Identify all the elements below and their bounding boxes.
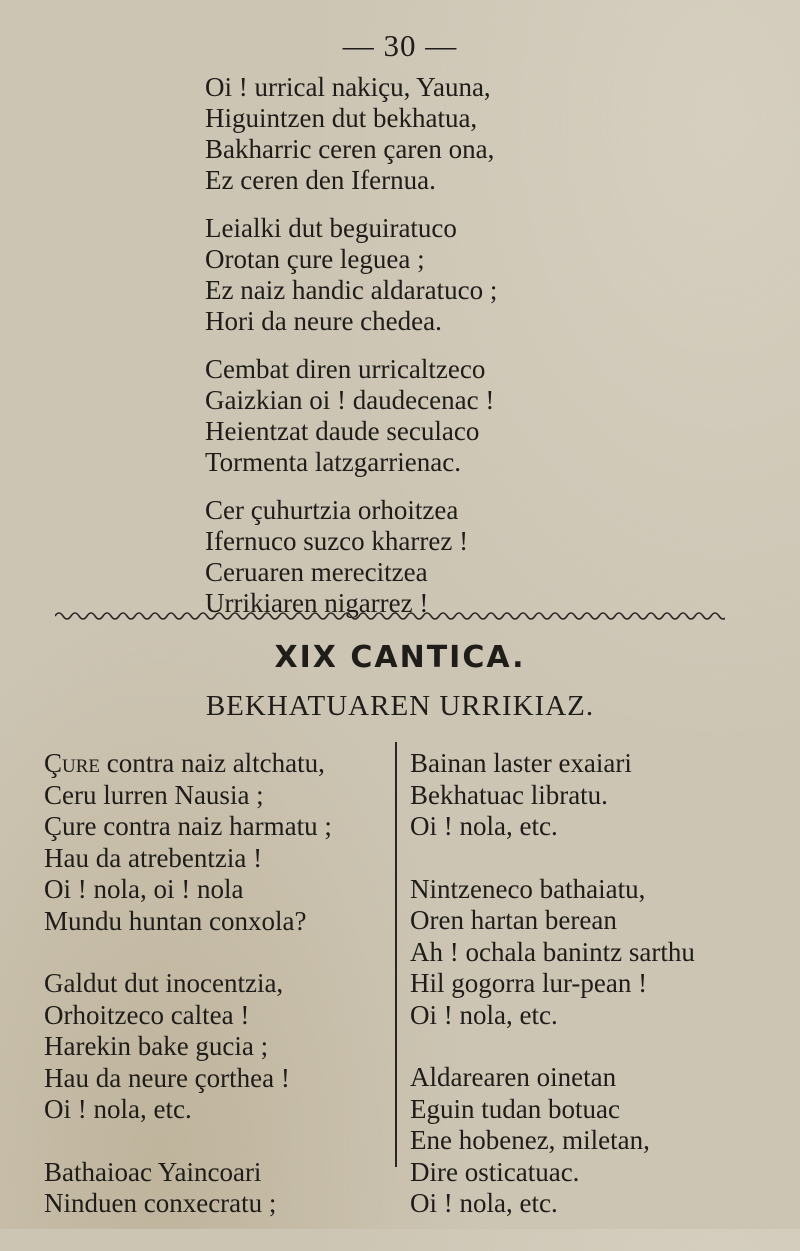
verse-line: Ceruaren merecitzea	[205, 557, 428, 587]
verse-line: Urrikiaren nigarrez !	[205, 588, 429, 618]
verse-line	[44, 748, 384, 780]
section-title: XIX CANTICA.	[274, 640, 526, 675]
verse-line: Ez naiz handic aldaratuco ;	[205, 275, 498, 305]
verse-line: Aldarearen oinetan	[410, 1062, 617, 1092]
stanza	[205, 72, 625, 196]
verse-line: Hau da atrebentzia !	[44, 842, 263, 873]
opening-stanzas	[205, 72, 625, 636]
initial-word: Çure	[44, 748, 101, 778]
verse-line: Ninduen conxecratu ;	[44, 1188, 277, 1218]
left-verse-column	[44, 748, 384, 1251]
verse-line: Çure contra naiz harmatu ;	[44, 811, 332, 841]
stanza	[205, 354, 625, 478]
verse-line: Harekin bake gucia ;	[44, 1031, 269, 1061]
wavy-divider-rule	[55, 608, 725, 624]
verse-line: Hau da neure çorthea !	[44, 1062, 290, 1093]
verse-line: Ah ! ochala banintz sarthu	[410, 936, 695, 967]
verse-line: Nintzeneco bathaiatu,	[410, 873, 646, 904]
verse-line: Oi ! nola, etc.	[410, 811, 558, 841]
verse-line: Cembat diren urricaltzeco	[205, 354, 486, 384]
verse-line: Heientzat daude seculaco	[205, 416, 480, 446]
verse-line: Ifernuco suzco kharrez !	[205, 526, 469, 556]
verse-line: Ez ceren den Ifernua.	[205, 165, 436, 195]
stanza	[44, 748, 384, 937]
column-divider	[395, 742, 397, 1167]
verse-line: Tormenta latzgarrienac.	[205, 447, 461, 477]
verse-line: Bainan laster exaiari	[410, 748, 632, 778]
stanza	[410, 1062, 770, 1220]
right-verse-column	[410, 748, 770, 1251]
verse-line-text: contra naiz altchatu,	[100, 748, 325, 778]
stanza	[410, 748, 770, 843]
verse-line: Oi ! nola, etc.	[44, 1094, 192, 1124]
verse-line: Oi ! nola, oi ! nola	[44, 874, 244, 904]
stanza	[44, 1157, 384, 1220]
stanza	[44, 968, 384, 1126]
verse-line: Oi ! urrical nakiçu, Yauna,	[205, 72, 491, 102]
verse-line: Oren hartan berean	[410, 905, 617, 935]
verse-line: Mundu huntan conxola?	[44, 905, 307, 936]
verse-line: Hori da neure chedea.	[205, 306, 442, 336]
verse-line: Galdut dut inocentzia,	[44, 968, 284, 998]
stanza	[205, 495, 625, 619]
verse-line: Bekhatuac libratu.	[410, 779, 608, 810]
verse-line: Oi ! nola, etc.	[410, 999, 558, 1030]
verse-line: Ceru lurren Nausia ;	[44, 779, 264, 810]
verse-line: Ene hobenez, miletan,	[410, 1125, 650, 1155]
verse-line: Orhoitzeco caltea !	[44, 999, 250, 1030]
verse-line: Dire osticatuac.	[410, 1156, 580, 1187]
verse-line: Eguin tudan botuac	[410, 1093, 620, 1124]
verse-line: Orotan çure leguea ;	[205, 244, 425, 274]
verse-line: Bakharric ceren çaren ona,	[205, 134, 495, 164]
stanza	[410, 874, 770, 1032]
verse-line: Hil gogorra lur-pean !	[410, 968, 648, 998]
stanza	[205, 213, 625, 337]
verse-line: Oi ! nola, etc.	[410, 1188, 558, 1218]
verse-line: Gaizkian oi ! daudecenac !	[205, 385, 495, 415]
verse-line: Higuintzen dut bekhatua,	[205, 103, 478, 133]
section-subtitle: BEKHATUAREN URRIKIAZ.	[205, 690, 595, 722]
page-number: — 30 —	[342, 28, 458, 63]
verse-line: Cer çuhurtzia orhoitzea	[205, 495, 459, 525]
verse-line: Leialki dut beguiratuco	[205, 213, 457, 243]
verse-line: Bathaioac Yaincoari	[44, 1156, 262, 1187]
